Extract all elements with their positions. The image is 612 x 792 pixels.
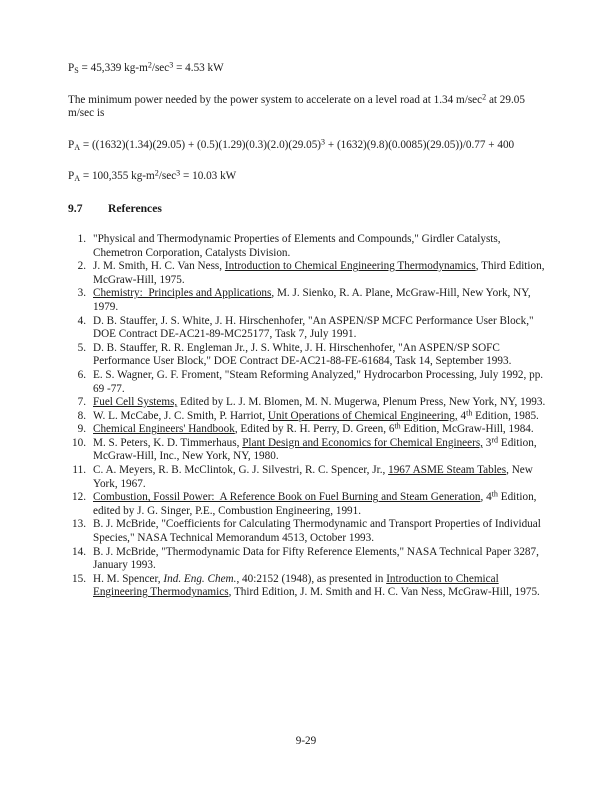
reference-number: 8. <box>77 409 86 422</box>
reference-text: D. B. Stauffer, R. R. Engleman Jr., J. S. White, J. H. Hirschenhofer, "An ASPEN/SP SOFC Performance User Block," DOE Contract DE-AC21-88-FE-61684, Task 14, September 1993. <box>93 341 512 368</box>
reference-text: "Physical and Thermodynamic Properties of Elements and Compounds," Girdler Catalysts, Chemetron Corporation, Catalysts Division. <box>93 232 501 259</box>
reference-text: Chemistry: Principles and Applications, M. J. Sienko, R. A. Plane, McGraw-Hill, New York, NY, 1979. <box>93 287 531 313</box>
reference-item <box>68 396 546 410</box>
reference-text: Fuel Cell Systems, Edited by L. J. M. Blomen, M. N. Mugerwa, Plenum Press, New York, NY, 1993. <box>93 396 546 409</box>
reference-item <box>68 573 546 600</box>
reference-item <box>68 287 546 314</box>
reference-number: 13. <box>72 518 86 531</box>
reference-number: 14. <box>72 545 86 558</box>
reference-number: 1. <box>77 232 86 245</box>
reference-number: 2. <box>77 260 86 273</box>
reference-text: H. M. Spencer, Ind. Eng. Chem., 40:2152 (1948), as presented in Introduction to Chemical Engineering Thermodynamics, Third Edition, J. M. Smith and H. C. Van Ness, McGraw-Hill, 1975. <box>93 572 540 599</box>
reference-text: W. L. McCabe, J. C. Smith, P. Harriot, Unit Operations of Chemical Engineering, 4th Edition, 1985. <box>93 407 539 422</box>
equation-pa-expanded: $P_A = ((1632)(1.34)(29.05) + (0.5)(1.29)(0.3)(2.0)(29.05)^3 + (1632)(9.8)(0.0085)(29.05))/0.77 + 400$ <box>68 137 515 152</box>
spacer <box>68 152 546 170</box>
reference-item <box>68 407 546 424</box>
spacer <box>68 121 546 139</box>
section-title: References <box>108 201 162 215</box>
equation-ps: $P_S = 45,339$ $kg-m^2/\sec^3 = 4.53$ kW <box>68 60 224 75</box>
reference-text: C. A. Meyers, R. B. McClintok, G. J. Silvestri, R. C. Spencer, Jr., 1967 ASME Steam Tables, New York, 1967. <box>93 464 533 490</box>
reference-text: D. B. Stauffer, J. S. White, J. H. Hirschenhofer, "An ASPEN/SP MCFC Performance User Block," DOE Contract DE-AC21-89-MC25177, Task 7, July 1991. <box>93 314 537 341</box>
reference-number: 11. <box>72 464 86 477</box>
reference-number: 6. <box>77 368 86 381</box>
reference-number: 4. <box>77 314 86 327</box>
reference-item <box>68 342 546 369</box>
section-heading-references <box>68 202 546 216</box>
references-list <box>68 233 546 600</box>
reference-text: J. M. Smith, H. C. Van Ness, Introduction to Chemical Engineering Thermodynamics, Third Edition, McGraw-Hill, 1975. <box>93 260 545 286</box>
spacer <box>68 184 546 202</box>
reference-item <box>68 423 546 437</box>
reference-number: 9. <box>77 423 86 436</box>
reference-item <box>68 315 546 342</box>
reference-item <box>68 233 546 260</box>
reference-text: B. J. McBride, "Coefficients for Calculating Thermodynamic and Transport Properties of Individual Species," NASA Technical Memorandum 4513, October 1993. <box>93 518 541 545</box>
reference-item <box>68 546 546 573</box>
reference-text: E. S. Wagner, G. F. Froment, "Steam Reforming Analyzed," Hydrocarbon Processing, July 1992, pp. 69 -77. <box>93 368 544 395</box>
reference-text: Chemical Engineers' Handbook, Edited by R. H. Perry, D. Green, 6th Edition, McGraw-Hill, 1984. <box>93 421 534 436</box>
section-number: 9.7 <box>68 201 83 215</box>
spacer <box>68 76 546 94</box>
reference-item <box>68 491 546 518</box>
reference-number: 3. <box>77 287 86 300</box>
reference-item <box>68 437 546 464</box>
reference-item <box>68 369 546 396</box>
reference-text: M. S. Peters, K. D. Timmerhaus, Plant Design and Economics for Chemical Engineers, 3rd Edition, McGraw-Hill, Inc., New York, NY, 1980. <box>93 435 537 463</box>
page-content <box>68 62 546 600</box>
reference-number: 10. <box>72 436 86 449</box>
reference-number: 5. <box>77 341 86 354</box>
reference-text: B. J. McBride, "Thermodynamic Data for Fifty Reference Elements," NASA Technical Paper 3287, January 1993. <box>93 545 539 572</box>
equation-pa-result: $P_A = 100,355$ $kg-m^2/\sec^3 = 10.03$ kW <box>68 168 237 184</box>
reference-text: Combustion, Fossil Power: A Reference Book on Fuel Burning and Steam Generation, 4th Edition, edited by J. G. Singer, P.E., Combustion Engineering, 1991. <box>93 489 537 517</box>
reference-number: 12. <box>72 491 86 504</box>
page-number-footer: 9-29 <box>295 735 317 747</box>
reference-item <box>68 260 546 287</box>
reference-number: 15. <box>72 572 86 585</box>
reference-item <box>68 464 546 491</box>
reference-item <box>68 518 546 545</box>
paragraph-minimum-power-intro: The minimum power needed by the power system to accelerate on a level road at 1.34 $m/\sec^2$ at 29.05 m/sec is <box>68 91 525 120</box>
reference-number: 7. <box>77 396 86 409</box>
spacer <box>68 216 546 233</box>
